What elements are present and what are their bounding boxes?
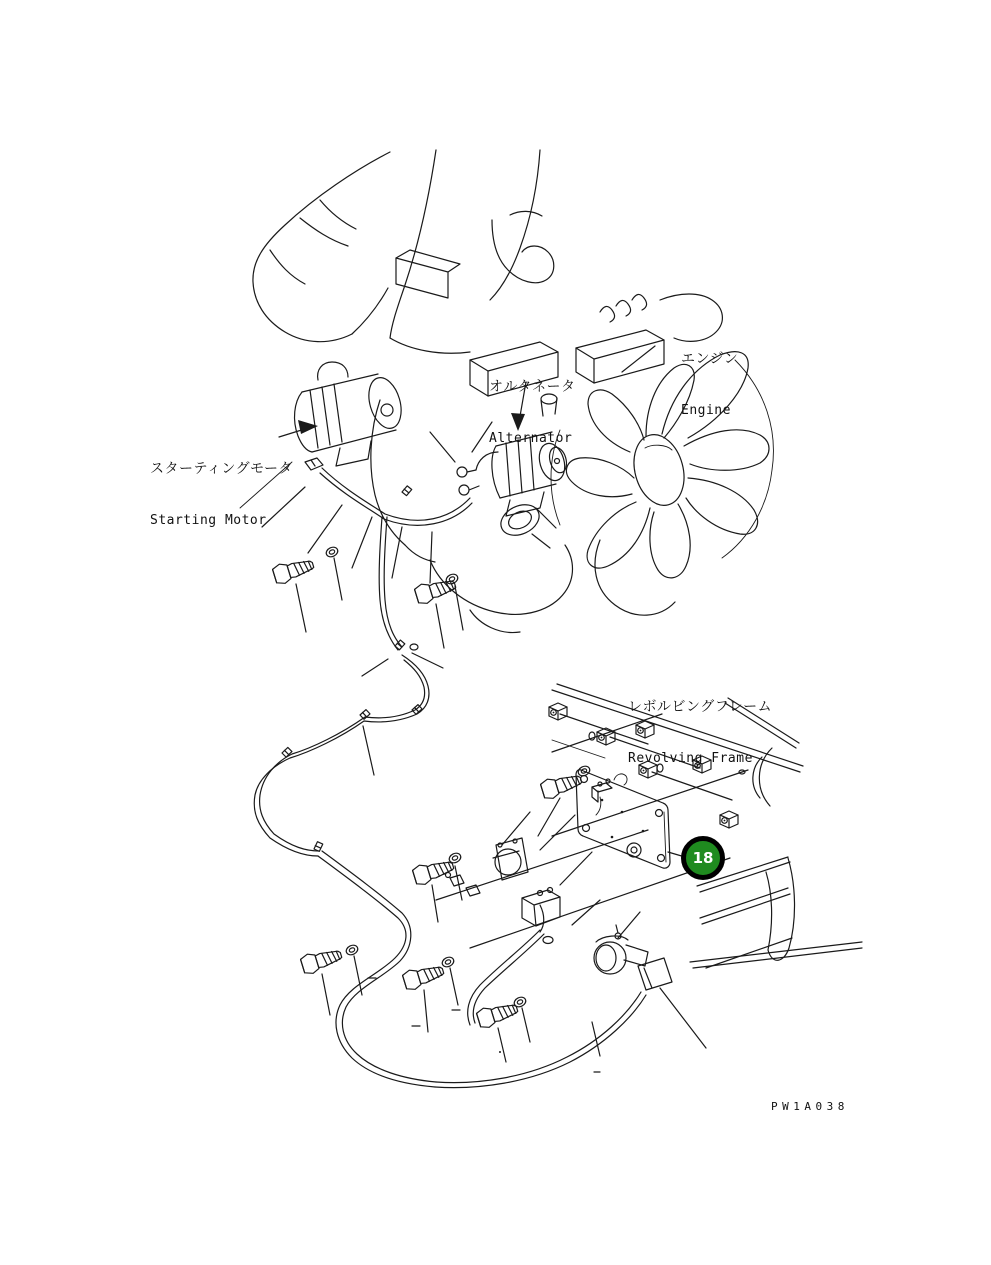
drawing-code: PW1A038 bbox=[771, 1100, 849, 1113]
label-alternator bbox=[489, 345, 575, 481]
relay-solenoid-group bbox=[446, 838, 649, 974]
label-revolving-frame-en: Revolving Frame bbox=[628, 751, 753, 766]
label-starting-motor-en: Starting Motor bbox=[150, 513, 267, 528]
part-callout[interactable]: 18 bbox=[681, 836, 725, 880]
label-revolving-frame bbox=[628, 665, 772, 801]
label-starting-motor bbox=[150, 427, 293, 563]
label-starting-motor-jp: スターティングモータ bbox=[150, 461, 294, 477]
label-alternator-en: Alternator bbox=[489, 431, 573, 446]
label-alternator-jp: オルタネータ bbox=[489, 379, 576, 395]
label-engine bbox=[681, 317, 738, 453]
bolts-washers bbox=[272, 545, 592, 1029]
label-engine-en: Engine bbox=[681, 403, 731, 418]
label-revolving-frame-jp: レボルビングフレーム bbox=[628, 699, 773, 715]
wiring-harness-lower bbox=[318, 851, 672, 1088]
label-engine-jp: エンジン bbox=[681, 351, 739, 367]
